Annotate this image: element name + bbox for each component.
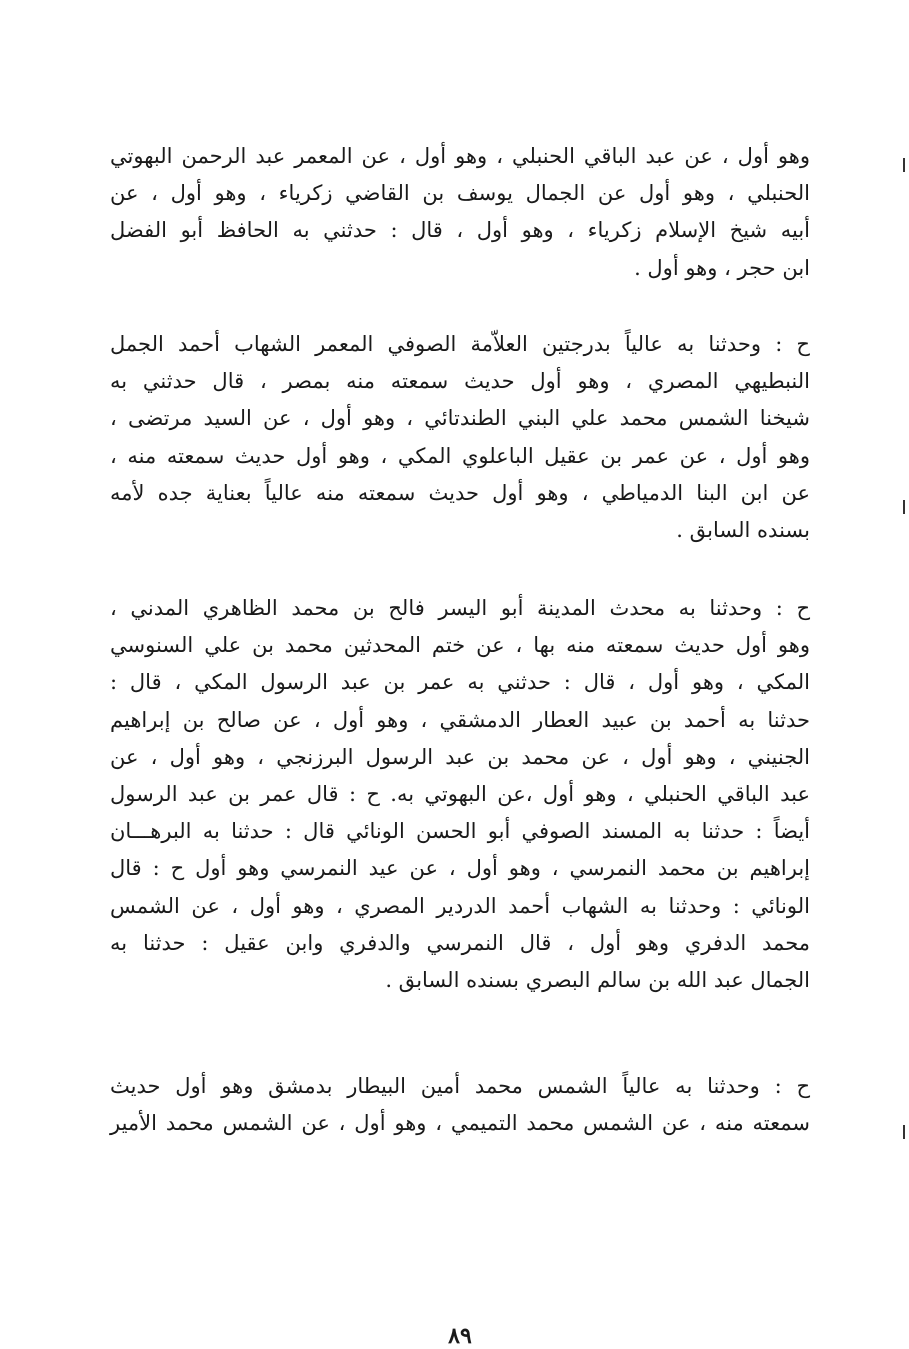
margin-mark <box>903 1125 905 1139</box>
text-line: المكي ، وهو أول ، قال : حدثني به عمر بن عبد الرسول المكي ، قال : <box>110 670 810 695</box>
text-line: وهو أول حديث سمعته منه بها ، عن ختم المحدثين محمد بن علي السنوسي <box>110 633 810 658</box>
paragraph-3 <box>110 590 810 999</box>
text-line: سمعته منه ، عن الشمس محمد التميمي ، وهو أول ، عن الشمس محمد الأمير <box>110 1111 810 1136</box>
text-line: محمد الدفري وهو أول ، قال النمرسي والدفري وابن عقيل : حدثنا به <box>110 930 810 955</box>
text-line: إبراهيم بن محمد النمرسي ، وهو أول ، عن عيد النمرسي وهو أول ح : قال <box>110 856 810 881</box>
text-line: أبيه شيخ الإسلام زكرياء ، وهو أول ، قال : حدثني به الحافظ أبو الفضل <box>110 218 810 243</box>
paragraph-1 <box>110 138 810 287</box>
text-line: ح : وحدثنا به عالياً بدرجتين العلاّمة الصوفي المعمر الشهاب أحمد الجمل <box>110 332 810 356</box>
text-line: عن ابن البنا الدمياطي ، وهو أول حديث سمعته منه عالياً بعناية جده لأمه <box>110 480 810 505</box>
margin-mark <box>903 500 905 514</box>
margin-mark <box>903 158 905 172</box>
text-line: الجنيني ، وهو أول ، عن محمد بن عبد الرسول البرزنجي ، وهو أول ، عن <box>110 744 810 769</box>
text-line: عبد الباقي الحنبلي ، وهو أول ،عن البهوتي به. ح : قال عمر بن عبد الرسول <box>110 782 810 807</box>
text-line: أيضاً : حدثنا به المسند الصوفي أبو الحسن الونائي قال : حدثنا به البرهـــان <box>110 819 810 844</box>
text-line: الونائي : وحدثنا به الشهاب أحمد الدردير المصري ، وهو أول ، عن الشمس <box>110 893 810 918</box>
text-line: وهو أول ، عن عبد الباقي الحنبلي ، وهو أول ، عن المعمر عبد الرحمن البهوتي <box>110 144 810 168</box>
text-line: ح : وحدثنا به عالياً الشمس محمد أمين البيطار بدمشق وهو أول حديث <box>110 1074 810 1098</box>
text-line: بسنده السابق . <box>676 518 810 543</box>
text-line: شيخنا الشمس محمد علي البني الطندتائي ، وهو أول ، عن السيد مرتضى ، <box>110 406 810 431</box>
paragraph-4 <box>110 1068 810 1142</box>
text-line: ابن حجر ، وهو أول . <box>634 255 810 280</box>
text-line: الحنبلي ، وهو أول عن الجمال يوسف بن القاضي زكرياء ، وهو أول ، عن <box>110 181 810 206</box>
text-line: وهو أول ، عن عمر بن عقيل الباعلوي المكي ، وهو أول حديث سمعته منه ، <box>110 443 810 468</box>
text-line: النبطيهي المصري ، وهو أول حديث سمعته منه بمصر ، قال حدثني به <box>110 369 810 394</box>
page-number: ٨٩ <box>448 1323 472 1349</box>
paragraph-2 <box>110 326 810 549</box>
text-line: ح : وحدثنا به محدث المدينة أبو اليسر فالح بن محمد الظاهري المدني ، <box>110 596 810 620</box>
text-line: الجمال عبد الله بن سالم البصري بسنده السابق . <box>385 968 810 993</box>
text-line: حدثنا به أحمد بن عبيد العطار الدمشقي ، وهو أول ، عن صالح بن إبراهيم <box>110 707 810 732</box>
